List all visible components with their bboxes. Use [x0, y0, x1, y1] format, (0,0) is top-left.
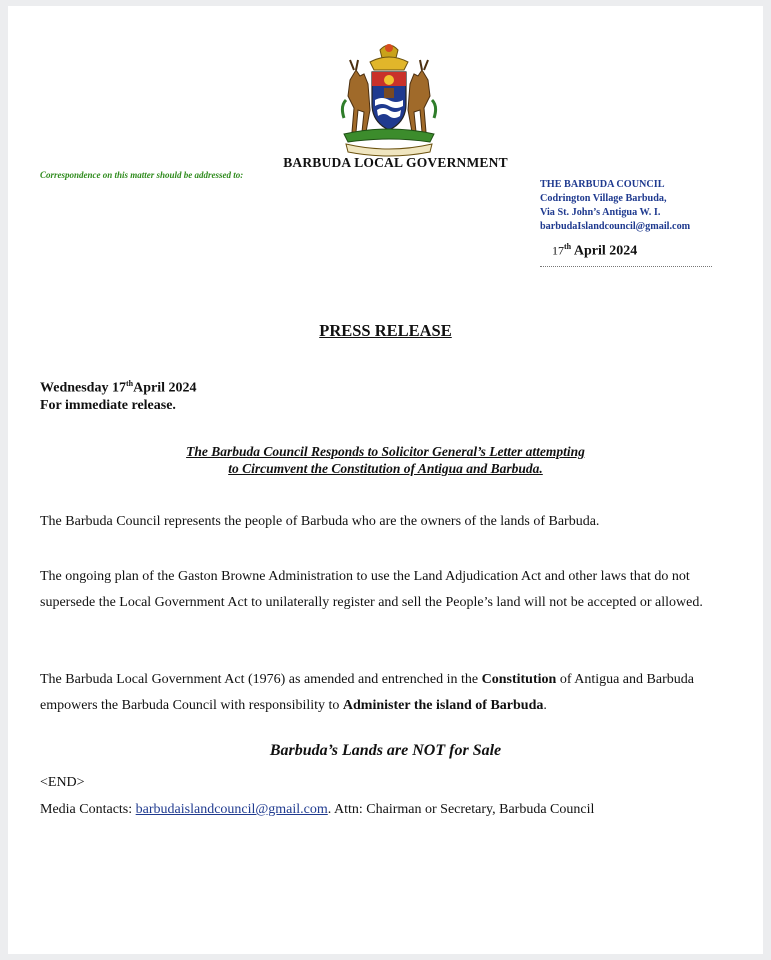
media-contacts	[40, 802, 594, 818]
correspondence-note: Correspondence on this matter should be addressed to:	[40, 170, 244, 180]
contacts-label: Media Contacts:	[40, 802, 136, 817]
press-release-page	[8, 6, 763, 954]
p3-text-a: The Barbuda Local Government Act (1976) as amended and entrenched in the	[40, 672, 482, 687]
p3-administer: Administer the island of Barbuda	[342, 698, 544, 713]
letter-date-rest: April 2024	[571, 243, 638, 259]
page-title: PRESS RELEASE	[319, 321, 452, 340]
release-date-line	[40, 375, 196, 397]
headline	[8, 443, 763, 477]
contacts-email-link[interactable]: barbudaislandcouncil@gmail.com	[135, 802, 328, 817]
p3-text-e: .	[543, 698, 547, 713]
release-date-suffix: th	[125, 379, 134, 388]
coat-of-arms-icon	[330, 40, 448, 158]
council-address	[540, 178, 690, 234]
release-immediacy: For immediate release.	[40, 397, 176, 413]
address-line-email[interactable]: barbudaIslandcouncil@gmail.com	[540, 221, 691, 232]
letter-date-day: 17	[552, 243, 564, 258]
paragraph-local-government-act	[40, 667, 730, 719]
paragraph-land-plan: The ongoing plan of the Gaston Browne Administration to use the Land Adjudication Act and other laws that do not supersede the Local Government Act to unilaterally register and sell the People’s land will not be accepted or allowed.	[40, 569, 703, 610]
release-info	[40, 375, 196, 414]
p3-constitution: Constitution	[481, 672, 557, 687]
letter-date	[552, 242, 637, 260]
end-marker: <END>	[40, 775, 85, 790]
letter-date-suffix: th	[564, 242, 572, 251]
address-line-name: THE BARBUDA COUNCIL	[540, 179, 665, 190]
release-date-prefix: Wednesday 17	[40, 380, 126, 396]
dotted-divider	[540, 266, 712, 267]
headline-line-2: to Circumvent the Constitution of Antigua and Barbuda.	[228, 461, 543, 476]
address-line-village: Codrington Village Barbuda,	[540, 193, 667, 204]
organization-title: BARBUDA LOCAL GOVERNMENT	[283, 155, 508, 170]
tagline: Barbuda’s Lands are NOT for Sale	[269, 742, 502, 759]
p3-text-c: of Antigua and Barbuda empowers the Barbuda Council with responsibility to	[40, 672, 694, 713]
contacts-rest: . Attn: Chairman or Secretary, Barbuda Council	[327, 802, 595, 817]
address-line-via: Via St. John’s Antigua W. I.	[540, 207, 661, 218]
release-date-rest: April 2024	[133, 380, 197, 396]
headline-line-1: The Barbuda Council Responds to Solicitor General’s Letter attempting	[186, 444, 585, 459]
paragraph-ownership: The Barbuda Council represents the people of Barbuda who are the owners of the lands of Barbuda.	[40, 514, 600, 529]
